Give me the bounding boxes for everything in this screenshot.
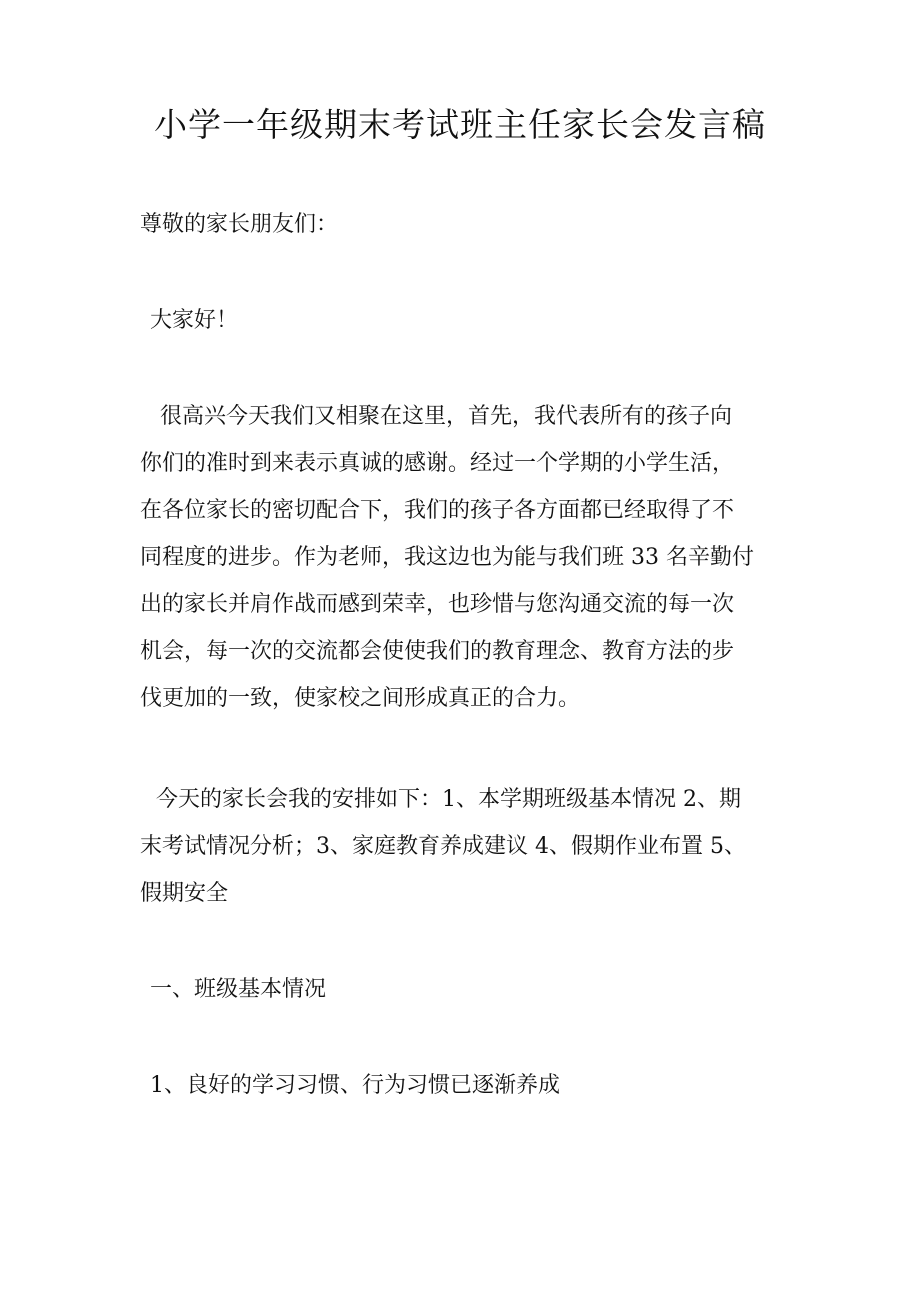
subsection-heading: 1、良好的学习习惯、行为习惯已逐渐养成: [150, 1073, 560, 1098]
paragraph-line: 很高兴今天我们又相聚在这里，首先，我代表所有的孩子向: [160, 404, 733, 429]
paragraph-line: 出的家长并肩作战而感到荣幸，也珍惜与您沟通交流的每一次: [140, 592, 735, 617]
paragraph-line: 伐更加的一致，使家校之间形成真正的合力。: [140, 686, 581, 711]
paragraph-line: 假期安全: [140, 881, 229, 906]
paragraph-line: 末考试情况分析；3、家庭教育养成建议 4、假期作业布置 5、: [140, 834, 746, 859]
document-title: 小学一年级期末考试班主任家长会发言稿: [154, 105, 766, 144]
intro-paragraph: [140, 393, 800, 722]
paragraph-line: 你们的准时到来表示真诚的感谢。经过一个学期的小学生活，: [140, 451, 735, 476]
agenda-paragraph: [140, 776, 800, 917]
paragraph-line: 同程度的进步。作为老师，我这边也为能与我们班 33 名辛勤付: [140, 545, 754, 570]
paragraph-line: 今天的家长会我的安排如下：1、本学期班级基本情况 2、期: [156, 787, 741, 812]
paragraph-line: 机会，每一次的交流都会使使我们的教育理念、教育方法的步: [140, 639, 735, 664]
paragraph-line: 在各位家长的密切配合下，我们的孩子各方面都已经取得了不: [140, 498, 735, 523]
greeting: 大家好！: [150, 308, 239, 333]
salutation: 尊敬的家长朋友们：: [140, 212, 339, 237]
section-heading: 一、班级基本情况: [150, 977, 327, 1002]
